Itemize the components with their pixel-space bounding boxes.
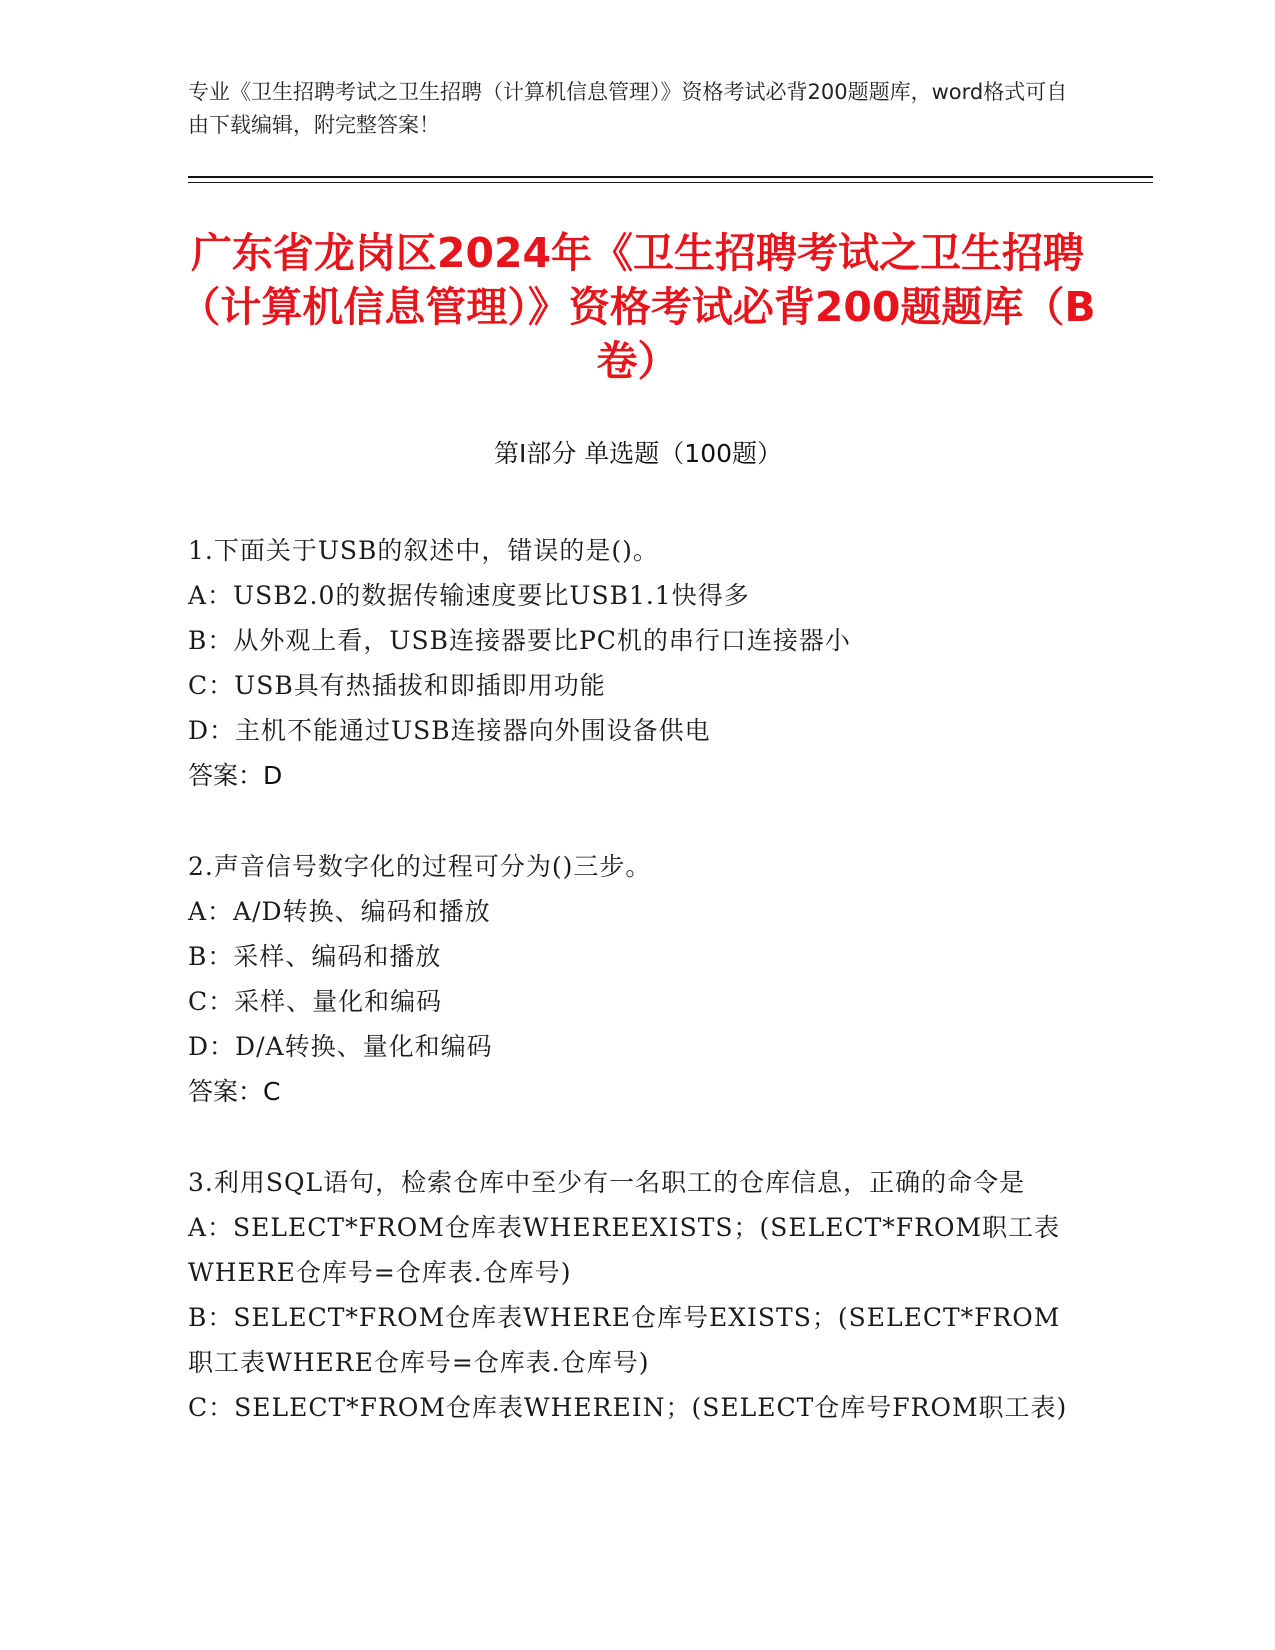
header-note: 专业《卫生招聘考试之卫生招聘（计算机信息管理）》资格考试必背200题题库，word格式可自由下载编辑，附完整答案！ [188,80,1068,137]
option-b: B：SELECT*FROM仓库表WHERE仓库号EXISTS；(SELECT*FROM职工表WHERE仓库号=仓库表.仓库号) [188,1303,1061,1377]
question-stem: 2.声音信号数字化的过程可分为()三步。 [188,852,652,881]
question-list [188,528,1068,1476]
question-3 [188,1160,1068,1430]
question-stem: 1.下面关于USB的叙述中，错误的是()。 [188,536,659,565]
option-d: D：主机不能通过USB连接器向外围设备供电 [188,716,711,745]
question-stem: 3.利用SQL语句，检索仓库中至少有一名职工的仓库信息，正确的命令是 [188,1168,1026,1197]
option-a: A：USB2.0的数据传输速度要比USB1.1快得多 [188,581,750,610]
header-divider [188,176,1153,178]
option-b: B：从外观上看，USB连接器要比PC机的串行口连接器小 [188,626,851,655]
option-c: C：采样、量化和编码 [188,987,443,1016]
question-1 [188,528,1068,798]
document-title: 广东省龙岗区2024年《卫生招聘考试之卫生招聘（计算机信息管理）》资格考试必背200题题库（B卷） [179,229,1096,385]
header-divider-thin [188,182,1153,183]
option-b: B：采样、编码和播放 [188,942,442,971]
option-a: A：SELECT*FROM仓库表WHEREEXISTS；(SELECT*FROM职工表WHERE仓库号=仓库表.仓库号) [188,1213,1061,1287]
question-2 [188,844,1068,1114]
option-a: A：A/D转换、编码和播放 [188,897,491,926]
answer-line: 答案：C [188,1077,281,1106]
section-heading: 第Ⅰ部分 单选题（100题） [493,439,783,468]
answer-line: 答案：D [188,761,283,790]
option-d: D：D/A转换、量化和编码 [188,1032,493,1061]
option-c: C：SELECT*FROM仓库表WHEREIN；(SELECT仓库号FROM职工表) [188,1393,1068,1422]
option-c: C：USB具有热插拔和即插即用功能 [188,671,606,700]
